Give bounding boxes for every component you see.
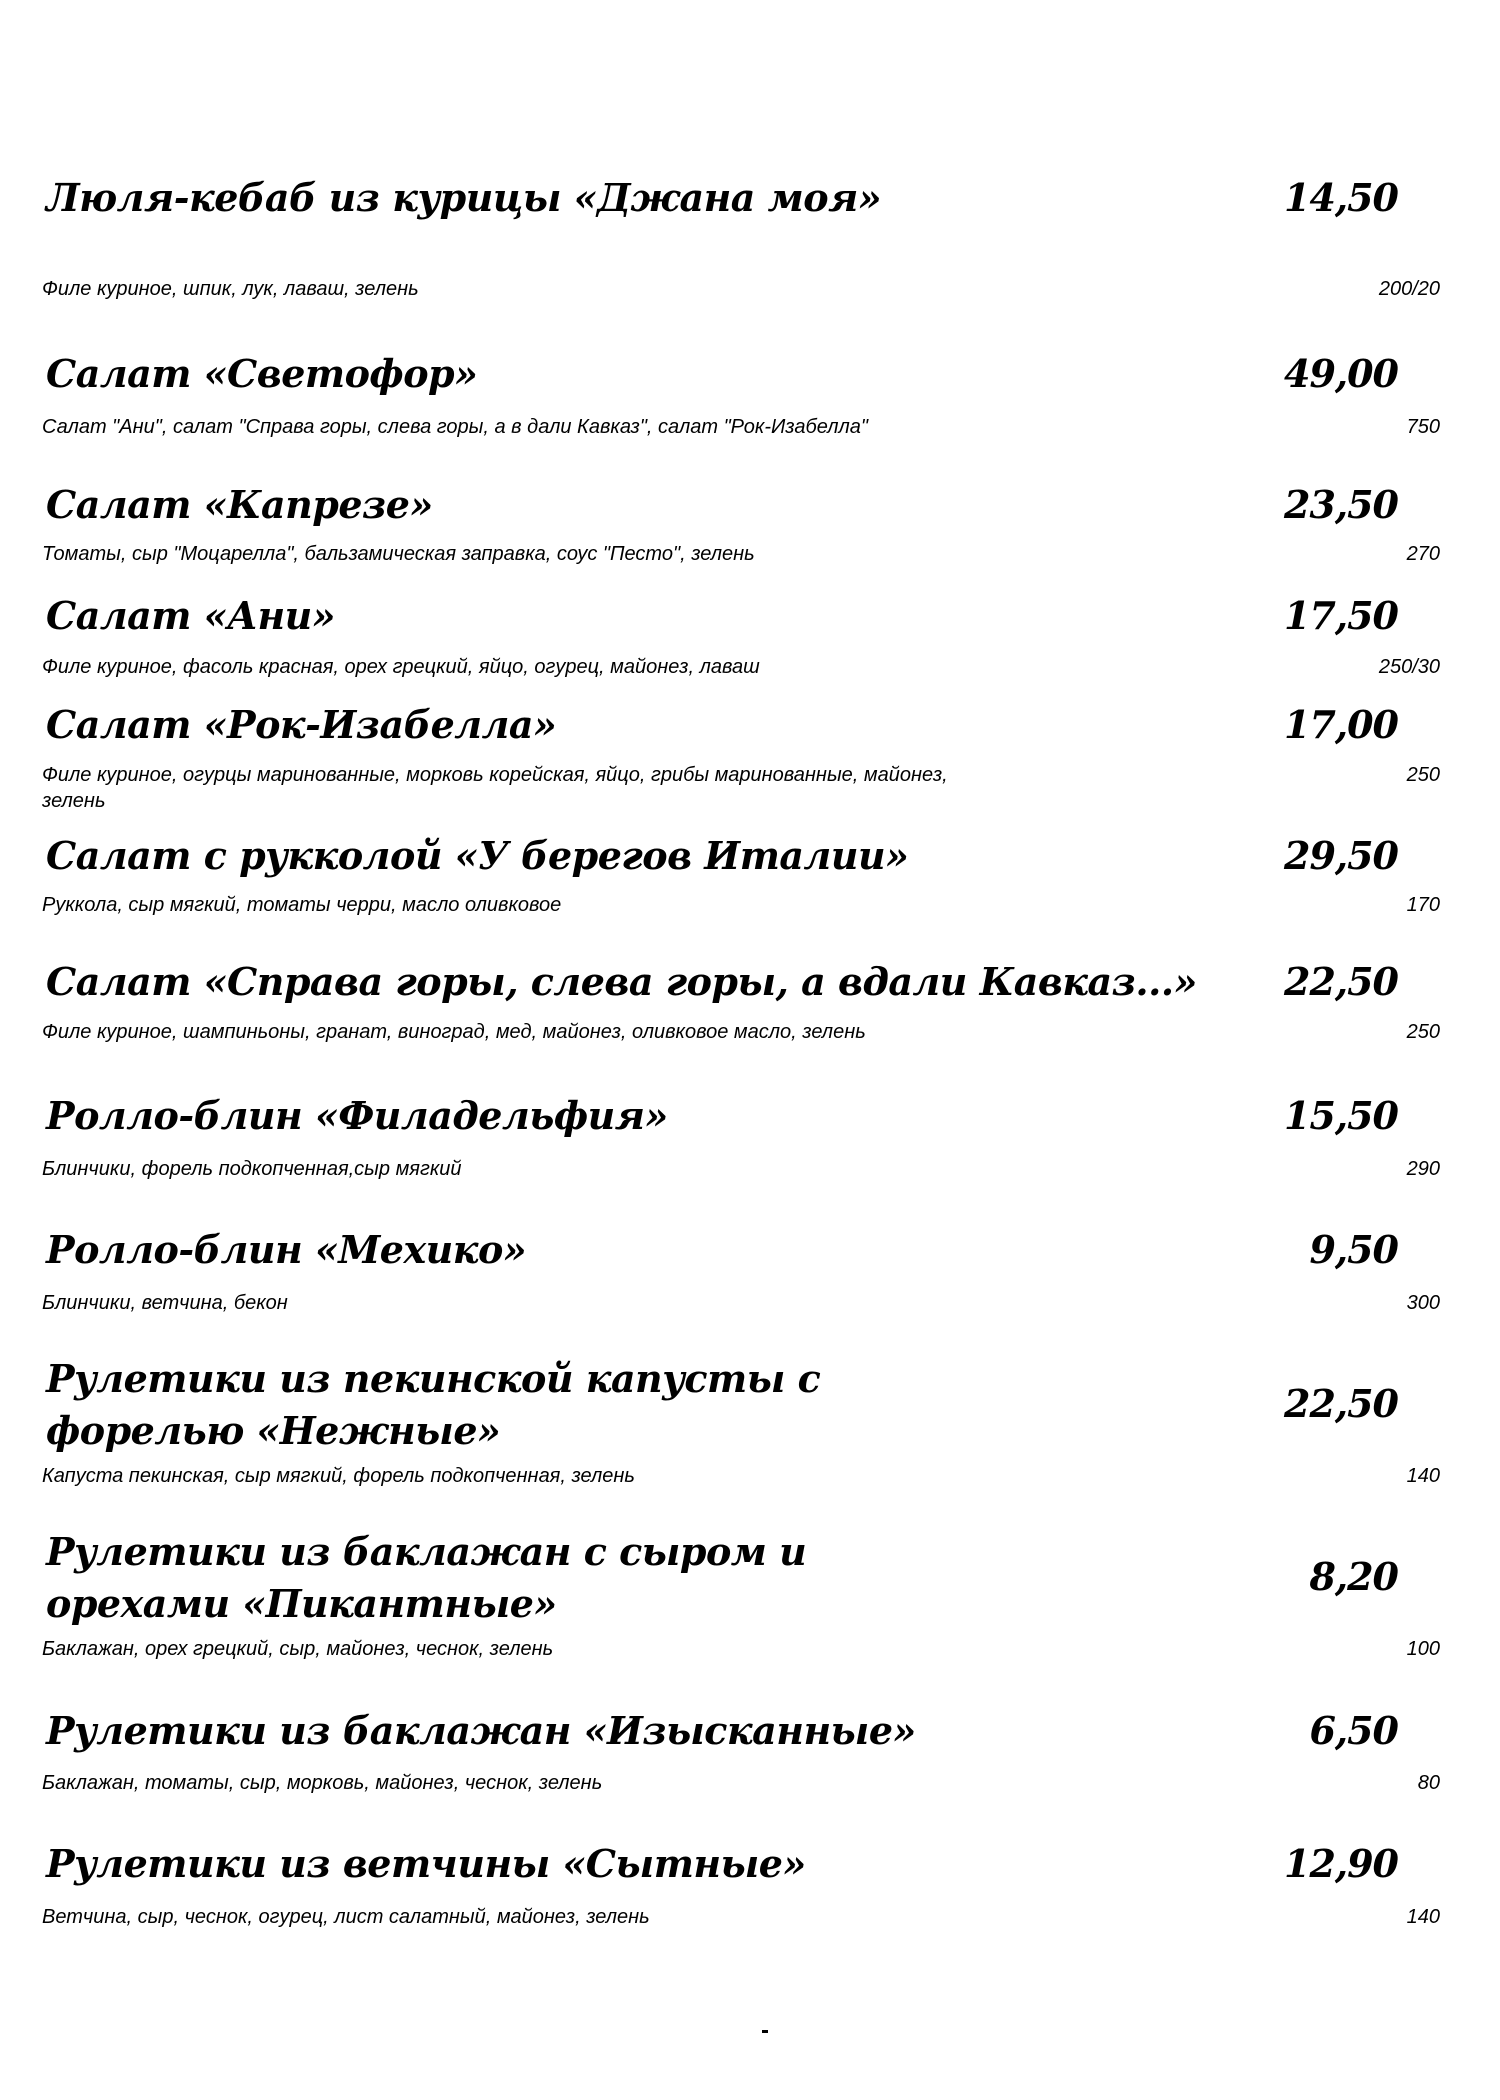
item-description: Баклажан, томаты, сыр, морковь, майонез, чеснок, зелень: [42, 1772, 603, 1794]
item-price: 23,50: [1284, 482, 1398, 527]
item-price: 22,50: [1284, 1381, 1398, 1426]
item-description: Капуста пекинская, сыр мягкий, форель подкопченная, зелень: [42, 1465, 635, 1487]
item-title: Салат «Справа горы, слева горы, а вдали Кавказ...»: [46, 959, 1197, 1004]
item-price: 15,50: [1284, 1093, 1398, 1138]
item-weight: 200/20: [1378, 278, 1440, 300]
item-price: 8,20: [1309, 1554, 1398, 1599]
item-weight: 290: [1406, 1158, 1440, 1180]
item-title: Рулетики из пекинской капусты с форелью «Нежные»: [46, 1356, 821, 1453]
item-price: 29,50: [1284, 833, 1398, 878]
item-description: Филе куриное, фасоль красная, орех грецкий, яйцо, огурец, майонез, лаваш: [42, 656, 760, 678]
item-title: Салат «Ани»: [46, 593, 336, 638]
page-mark: [762, 2030, 768, 2033]
item-description: Филе куриное, шпик, лук, лаваш, зелень: [42, 278, 419, 300]
item-weight: 250: [1406, 764, 1440, 786]
item-title: Салат «Светофор»: [46, 351, 478, 396]
item-description: Ветчина, сыр, чеснок, огурец, лист салатный, майонез, зелень: [42, 1906, 650, 1928]
item-weight: 750: [1406, 416, 1440, 438]
item-title: Рулетики из ветчины «Сытные»: [46, 1841, 806, 1886]
item-weight: 250/30: [1378, 656, 1440, 678]
item-weight: 250: [1406, 1021, 1440, 1043]
item-description: Блинчики, форель подкопченная,сыр мягкий: [42, 1158, 462, 1180]
item-weight: 300: [1406, 1292, 1440, 1314]
item-description: Руккола, сыр мягкий, томаты черри, масло оливковое: [42, 894, 562, 916]
item-price: 22,50: [1284, 959, 1398, 1004]
item-price: 12,90: [1284, 1841, 1398, 1886]
item-price: 17,50: [1284, 593, 1398, 638]
item-weight: 140: [1406, 1465, 1440, 1487]
item-price: 9,50: [1309, 1227, 1398, 1272]
item-description: Салат "Ани", салат "Справа горы, слева горы, а в дали Кавказ", салат "Рок-Изабелла": [42, 416, 868, 438]
item-title: Салат «Капрезе»: [46, 482, 433, 527]
item-price: 6,50: [1309, 1708, 1398, 1753]
item-title: Ролло-блин «Мехико»: [46, 1227, 527, 1272]
item-weight: 270: [1406, 543, 1440, 565]
item-weight: 80: [1417, 1772, 1440, 1794]
item-description: Томаты, сыр "Моцарелла", бальзамическая заправка, соус "Песто", зелень: [42, 543, 755, 565]
item-description: Баклажан, орех грецкий, сыр, майонез, чеснок, зелень: [42, 1638, 554, 1660]
item-price: 14,50: [1284, 175, 1398, 220]
item-title: Рулетики из баклажан с сыром и орехами «Пикантные»: [46, 1529, 807, 1626]
item-description: Филе куриное, шампиньоны, гранат, виноград, мед, майонез, оливковое масло, зелень: [42, 1021, 866, 1043]
item-weight: 100: [1406, 1638, 1440, 1660]
item-price: 17,00: [1284, 702, 1398, 747]
item-title: Рулетики из баклажан «Изысканные»: [46, 1708, 916, 1753]
item-weight: 140: [1406, 1906, 1440, 1928]
item-title: Салат с рукколой «У берегов Италии»: [46, 833, 909, 878]
item-weight: 170: [1406, 894, 1440, 916]
item-description: Филе куриное, огурцы маринованные, морковь корейская, яйцо, грибы маринованные, майонез, зелень: [42, 764, 948, 812]
item-title: Люля-кебаб из курицы «Джана моя»: [46, 175, 882, 220]
item-description: Блинчики, ветчина, бекон: [42, 1292, 288, 1314]
item-price: 49,00: [1284, 351, 1398, 396]
item-title: Салат «Рок-Изабелла»: [46, 702, 557, 747]
item-title: Ролло-блин «Филадельфия»: [46, 1093, 668, 1138]
